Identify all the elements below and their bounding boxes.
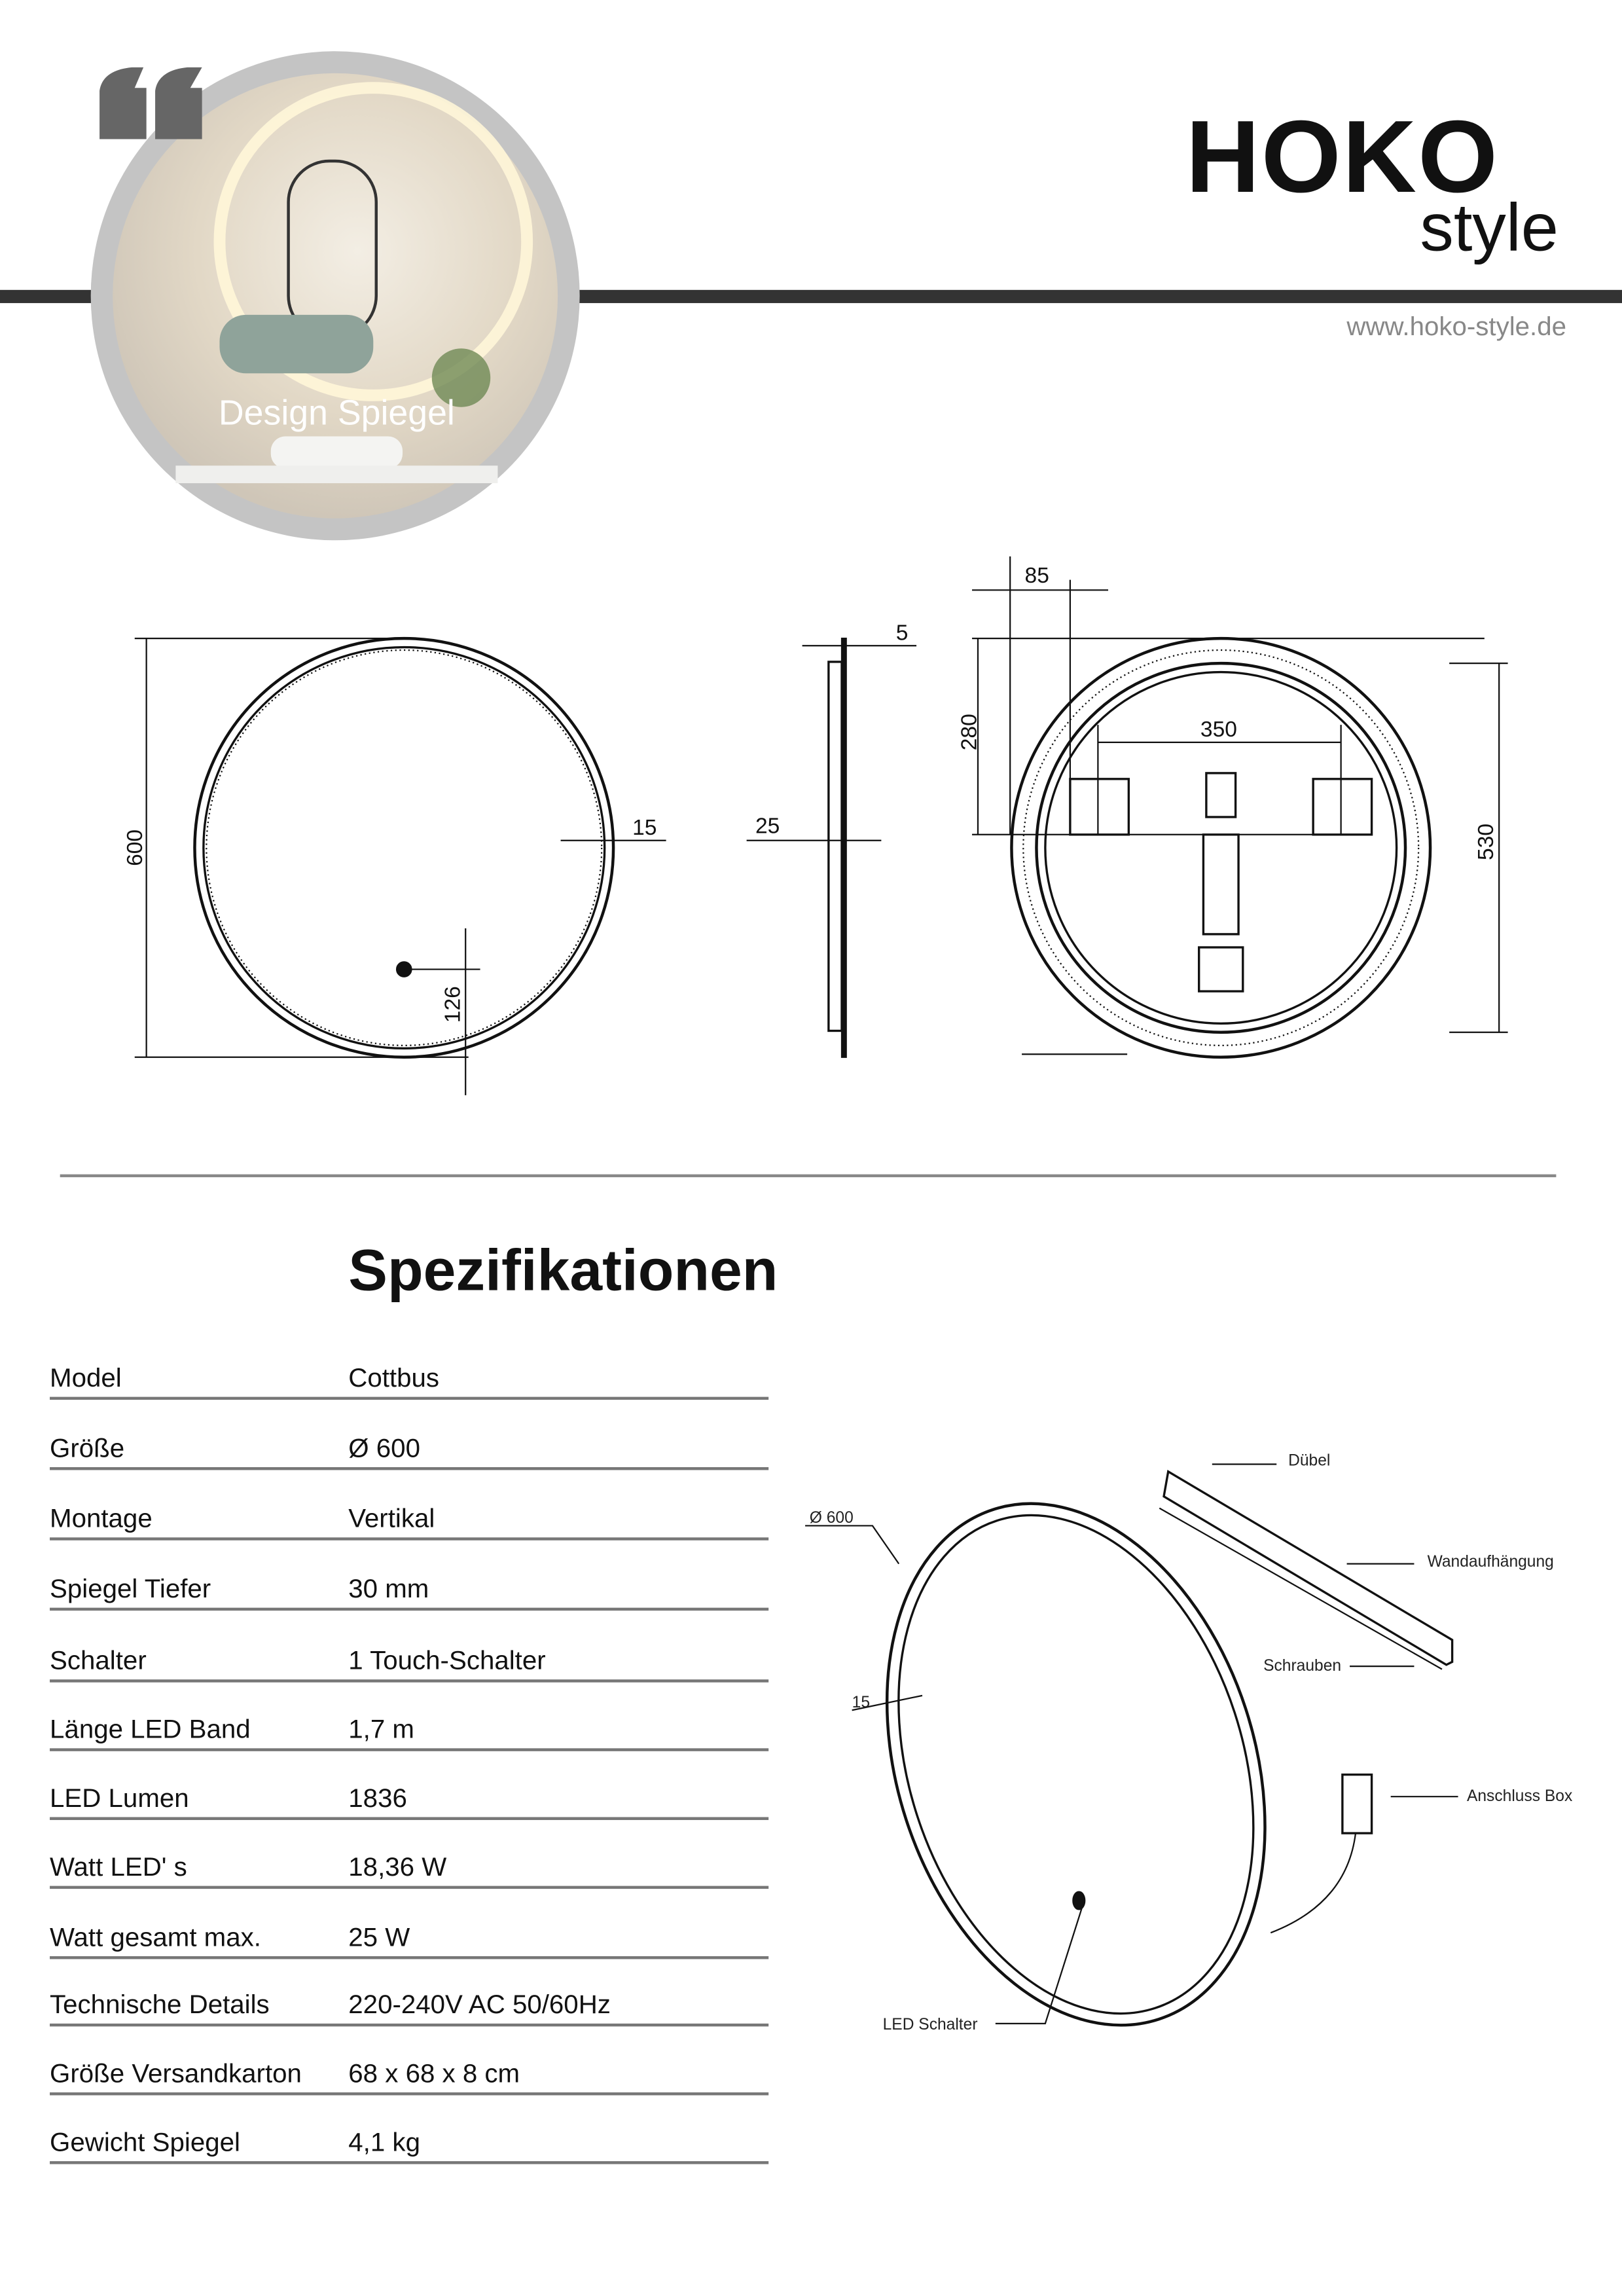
iso-rim-label: 15 — [852, 1693, 871, 1711]
spec-label: Watt LED' s — [50, 1852, 187, 1882]
front-view — [135, 638, 666, 1095]
dimension-spacing: 350 — [1200, 717, 1237, 742]
spec-row — [50, 1499, 768, 1540]
dimension-rim: 15 — [632, 815, 657, 840]
spec-row — [50, 2123, 768, 2164]
section-divider — [60, 1175, 1557, 1177]
spec-value: 18,36 W — [348, 1852, 447, 1882]
spec-label: Montage — [50, 1503, 153, 1533]
spec-row — [50, 1358, 768, 1400]
technical-drawing — [0, 542, 1622, 1128]
dimension-switch-height: 126 — [441, 986, 465, 1023]
back-view — [972, 556, 1508, 1057]
spec-value: 220-240V AC 50/60Hz — [348, 1990, 611, 2020]
quote-icon — [99, 67, 202, 139]
dimension-inner-diameter: 530 — [1474, 824, 1499, 860]
specs-title: Spezifikationen — [348, 1239, 778, 1303]
spec-value: 1 Touch-Schalter — [348, 1645, 546, 1675]
label-led-switch: LED Schalter — [882, 2015, 978, 2033]
spec-label: Länge LED Band — [50, 1714, 251, 1744]
spec-value: 30 mm — [348, 1574, 429, 1603]
junction-box-icon — [1271, 1775, 1371, 1933]
spec-row — [50, 2054, 768, 2096]
spec-value: Cottbus — [348, 1363, 440, 1393]
dimension-diameter: 600 — [122, 829, 147, 866]
spec-label: Größe — [50, 1433, 125, 1463]
brand-logo-sub: style — [1420, 189, 1559, 265]
brand-logo: HOKO — [1185, 100, 1500, 214]
dimension-depth-total: 25 — [755, 814, 780, 839]
spec-label: Gewicht Spiegel — [50, 2127, 240, 2157]
spec-label: Schalter — [50, 1645, 147, 1675]
label-dowels: Dübel — [1288, 1451, 1331, 1470]
spec-label: Spiegel Tiefer — [50, 1574, 211, 1603]
label-junction-box: Anschluss Box — [1466, 1787, 1573, 1805]
label-screws: Schrauben — [1263, 1656, 1342, 1675]
dimension-depth: 5 — [895, 621, 909, 646]
spec-label: Technische Details — [50, 1990, 270, 2020]
dimension-height: 280 — [957, 714, 982, 751]
spec-row — [50, 1848, 768, 1889]
mirror-isometric — [805, 1451, 1331, 2050]
dimension-offset: 85 — [1024, 564, 1049, 589]
isometric-drawing — [791, 1435, 1610, 2050]
product-photo — [0, 0, 615, 556]
iso-diameter-label: Ø 600 — [809, 1508, 854, 1527]
label-wall-mount: Wandaufhängung — [1427, 1553, 1554, 1571]
spec-row — [50, 1429, 768, 1470]
spec-row — [50, 1710, 768, 1751]
spec-value: 68 x 68 x 8 cm — [348, 2058, 520, 2088]
spec-row — [50, 1918, 768, 1959]
spec-row — [50, 1570, 768, 1611]
photo-caption: Design Spiegel — [218, 393, 455, 433]
spec-row — [50, 1779, 768, 1820]
spec-value: Vertikal — [348, 1503, 435, 1533]
spec-value: Ø 600 — [348, 1433, 420, 1463]
spec-label: Model — [50, 1363, 122, 1393]
side-view — [747, 638, 916, 1057]
spec-label: Größe Versandkarton — [50, 2058, 302, 2088]
website-link[interactable]: www.hoko-style.de — [1346, 312, 1567, 342]
spec-label: LED Lumen — [50, 1783, 189, 1813]
spec-value: 1836 — [348, 1783, 407, 1813]
spec-value: 25 W — [348, 1922, 410, 1952]
spec-label: Watt gesamt max. — [50, 1922, 261, 1952]
spec-value: 1,7 m — [348, 1714, 414, 1744]
spec-value: 4,1 kg — [348, 2127, 420, 2157]
spec-row — [50, 1986, 768, 2027]
spec-row — [50, 1641, 768, 1683]
